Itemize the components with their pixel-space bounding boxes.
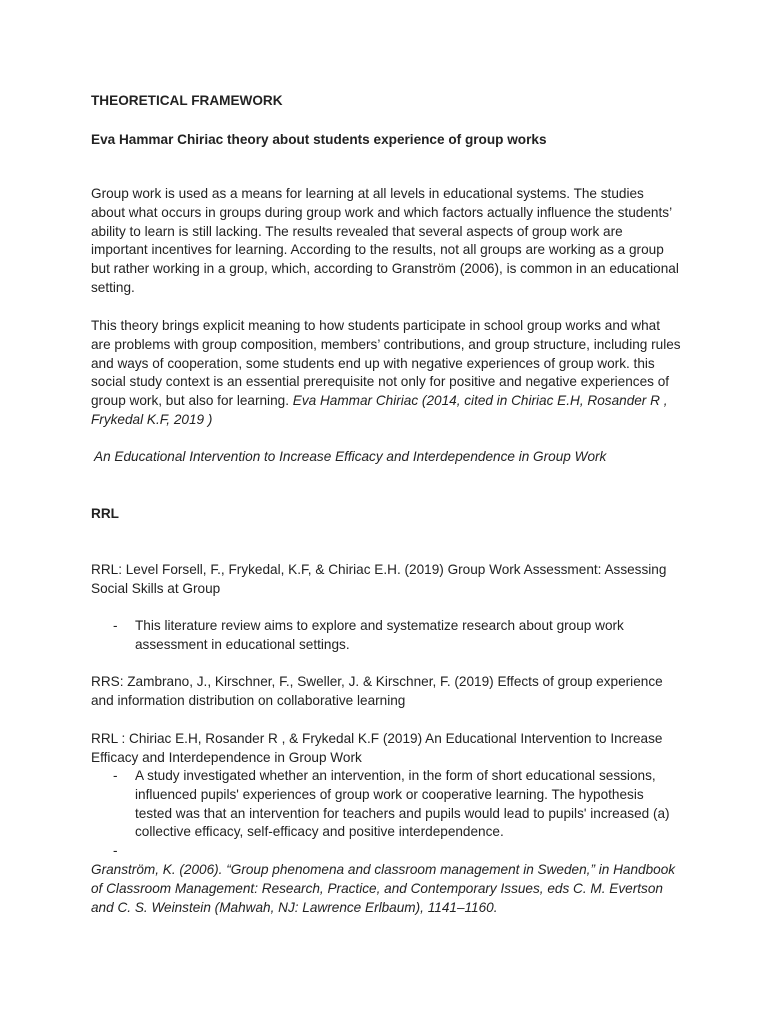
rrl-entry-forsell: RRL: Level Forsell, F., Frykedal, K.F, & Chiriac E.H. (2019) Group Work Assessment: Assessing Social Skills at Group [91,562,667,596]
intervention-title: An Educational Intervention to Increase Efficacy and Interdependence in Group Work [94,449,607,464]
rrl-entry-chiriac: RRL : Chiriac E.H, Rosander R , & Frykedal K.F (2019) An Educational Intervention to Increase Efficacy and Interdependence in Group Work [91,731,663,765]
paragraph-theory-text: This theory brings explicit meaning to how students participate in school group works and what are problems with group composition, members’ contributions, and group structure, including rules and ways of cooperation, some students end up with negative experiences of group work. this social study context is an essential prerequisite not only for positive and negative experiences of group work, but also for learning. [91,318,681,409]
rrl-entry-forsell-bullets [91,617,681,655]
dash-bullet: - [113,618,118,633]
list-item [91,617,681,655]
paragraph-group-work: Group work is used as a means for learning at all levels in educational systems. The studies about what occurs in groups during group work and which factors actually influence the students’ ability to learn is still lacking. The results revealed that several aspects of group work are important incentives for learning. According to the results, not all groups are working as a group but rather working in a group, which, according to Granström (2006), is common in an educational setting. [91,186,679,295]
list-item-text: A study investigated whether an intervention, in the form of short educational sessions, influenced pupils' experiences of group work or cooperative learning. The hypothesis tested was that an intervention for teachers and pupils would lead to pupils' increased (a) collective efficacy, self-efficacy and positive interdependence. [135,768,670,840]
list-item [91,767,681,842]
reference-granstrom: Granström, K. (2006). “Group phenomena and classroom management in Sweden,” in Handbook of Classroom Management: Research, Practice, and Contemporary Issues, eds C. M. Evertson and C. S. Weinstein (Mahwah, NJ: Lawrence Erlbaum), 1141–1160. [91,862,676,915]
dash-bullet: - [113,843,118,859]
list-item-empty [91,842,681,861]
list-item-text: This literature review aims to explore and systematize research about group work assessment in educational settings. [135,618,624,652]
paragraph-theory-citation: Eva Hammar Chiriac (2014, cited in Chiriac E.H, Rosander R , Frykedal K.F, 2019 ) [91,393,668,427]
section-title: THEORETICAL FRAMEWORK [91,93,283,108]
rrl-heading: RRL [91,506,119,521]
rrs-entry-zambrano: RRS: Zambrano, J., Kirschner, F., Sweller, J. & Kirschner, F. (2019) Effects of group experience and information distribution on collaborative learning [91,674,663,708]
subtitle: Eva Hammar Chiriac theory about students experience of group works [91,132,547,147]
paragraph-theory [91,317,681,430]
rrl-entry-chiriac-bullets [91,767,681,861]
dash-bullet: - [113,768,118,783]
